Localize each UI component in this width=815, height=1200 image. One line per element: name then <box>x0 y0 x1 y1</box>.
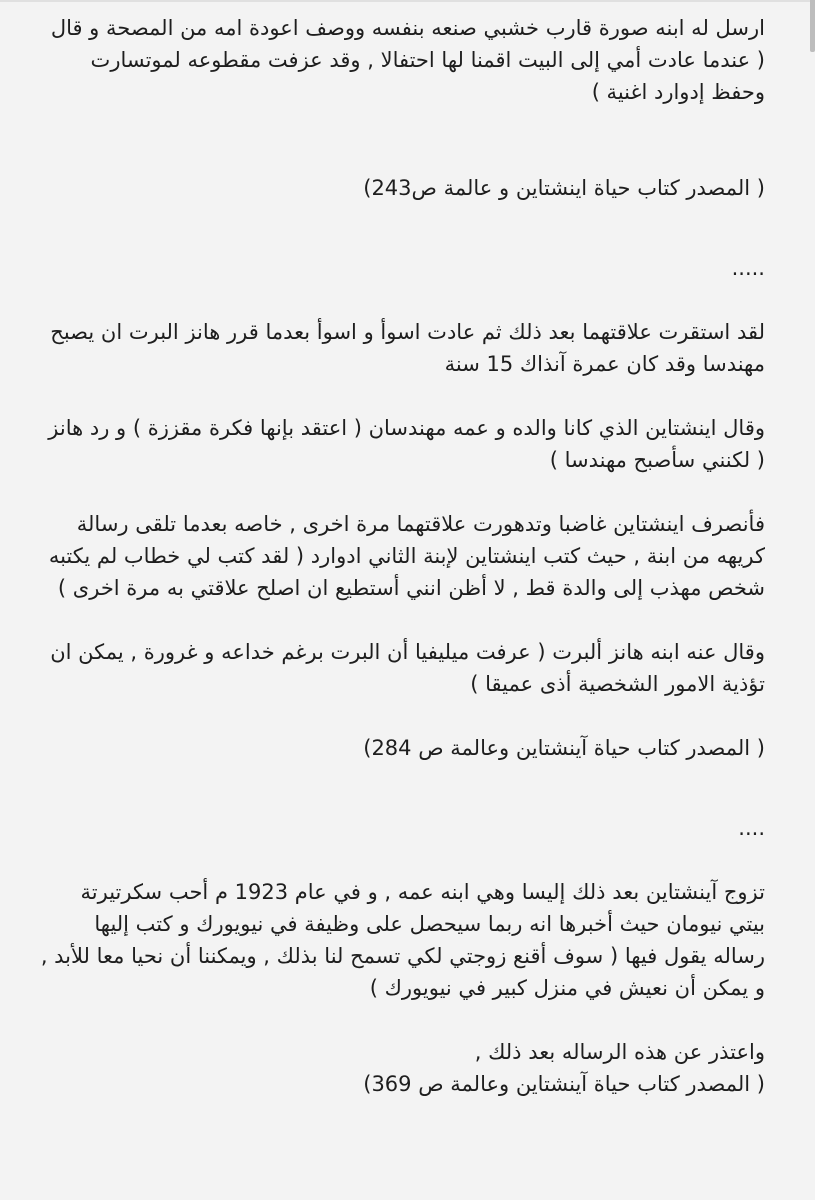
paragraph-6: تزوج آينشتاين بعد ذلك إليسا وهي ابنه عمه , و في عام 1923 م أحب سكرتيرتة بيتي نيومان حيث أخبرها انه ربما سيحصل على وظيفة في نيويورك و كتب إليها رساله يقول فيها ( سوف أقنع زوجتي لكي تسمح لنا بذلك , ويمكننا أن نحيا معا للأبد , و يمكن أن نعيش في منزل كبير في نيويورك ) <box>34 880 765 1000</box>
paragraph-3: وقال اينشتاين الذي كانا والده و عمه مهندسان ( اعتقد بإنها فكرة مقززة ) و رد هانز ( لكنني سأصبح مهندسا ) <box>41 416 765 472</box>
paragraph-7: واعتذر عن هذه الرساله بعد ذلك , <box>474 1040 765 1064</box>
article-body <box>34 12 765 1100</box>
source-citation-2: ( المصدر كتاب حياة آينشتاين وعالمة ص 284) <box>363 736 765 760</box>
paragraph-5: وقال عنه ابنه هانز ألبرت ( عرفت ميليفيا أن البرت برغم خداعه و غرورة , يمكن ان تؤذية الامور الشخصية أذى عميقا ) <box>43 640 765 696</box>
paragraph-2: لقد استقرت علاقتهما بعد ذلك ثم عادت اسوأ و اسوأ بعدما قرر هانز البرت ان يصبح مهندسا وقد كان عمرة آنذاك 15 سنة <box>43 320 765 376</box>
separator-dots-2: .... <box>738 816 765 840</box>
paragraph-4: فأنصرف اينشتاين غاضبا وتدهورت علاقتهما مرة اخرى , خاصه بعدما تلقى رسالة كريهه من ابنة , حيث كتب اينشتاين لإبنة الثاني ادوارد ( لقد كتب لي خطاب لم يكتبه شخص مهذب إلى والدة قط , لا أظن انني أستطيع ان اصلح علاقتي به مرة اخرى ) <box>42 512 765 600</box>
paragraph-1: ارسل له ابنه صورة قارب خشبي صنعه بنفسه ووصف اعودة امه من المصحة و قال ( عندما عادت أمي إلى البيت اقمنا لها احتفالا , وقد عزفت مقطوعه لموتسارت وحفظ إدوارد اغنية ) <box>44 16 765 104</box>
scrollbar[interactable] <box>810 0 815 52</box>
top-divider <box>0 0 815 2</box>
source-citation-1: ( المصدر كتاب حياة اينشتاين و عالمة ص243) <box>363 176 765 200</box>
separator-dots-1: ..... <box>731 256 765 280</box>
source-citation-3: ( المصدر كتاب حياة آينشتاين وعالمة ص 369) <box>363 1072 765 1096</box>
